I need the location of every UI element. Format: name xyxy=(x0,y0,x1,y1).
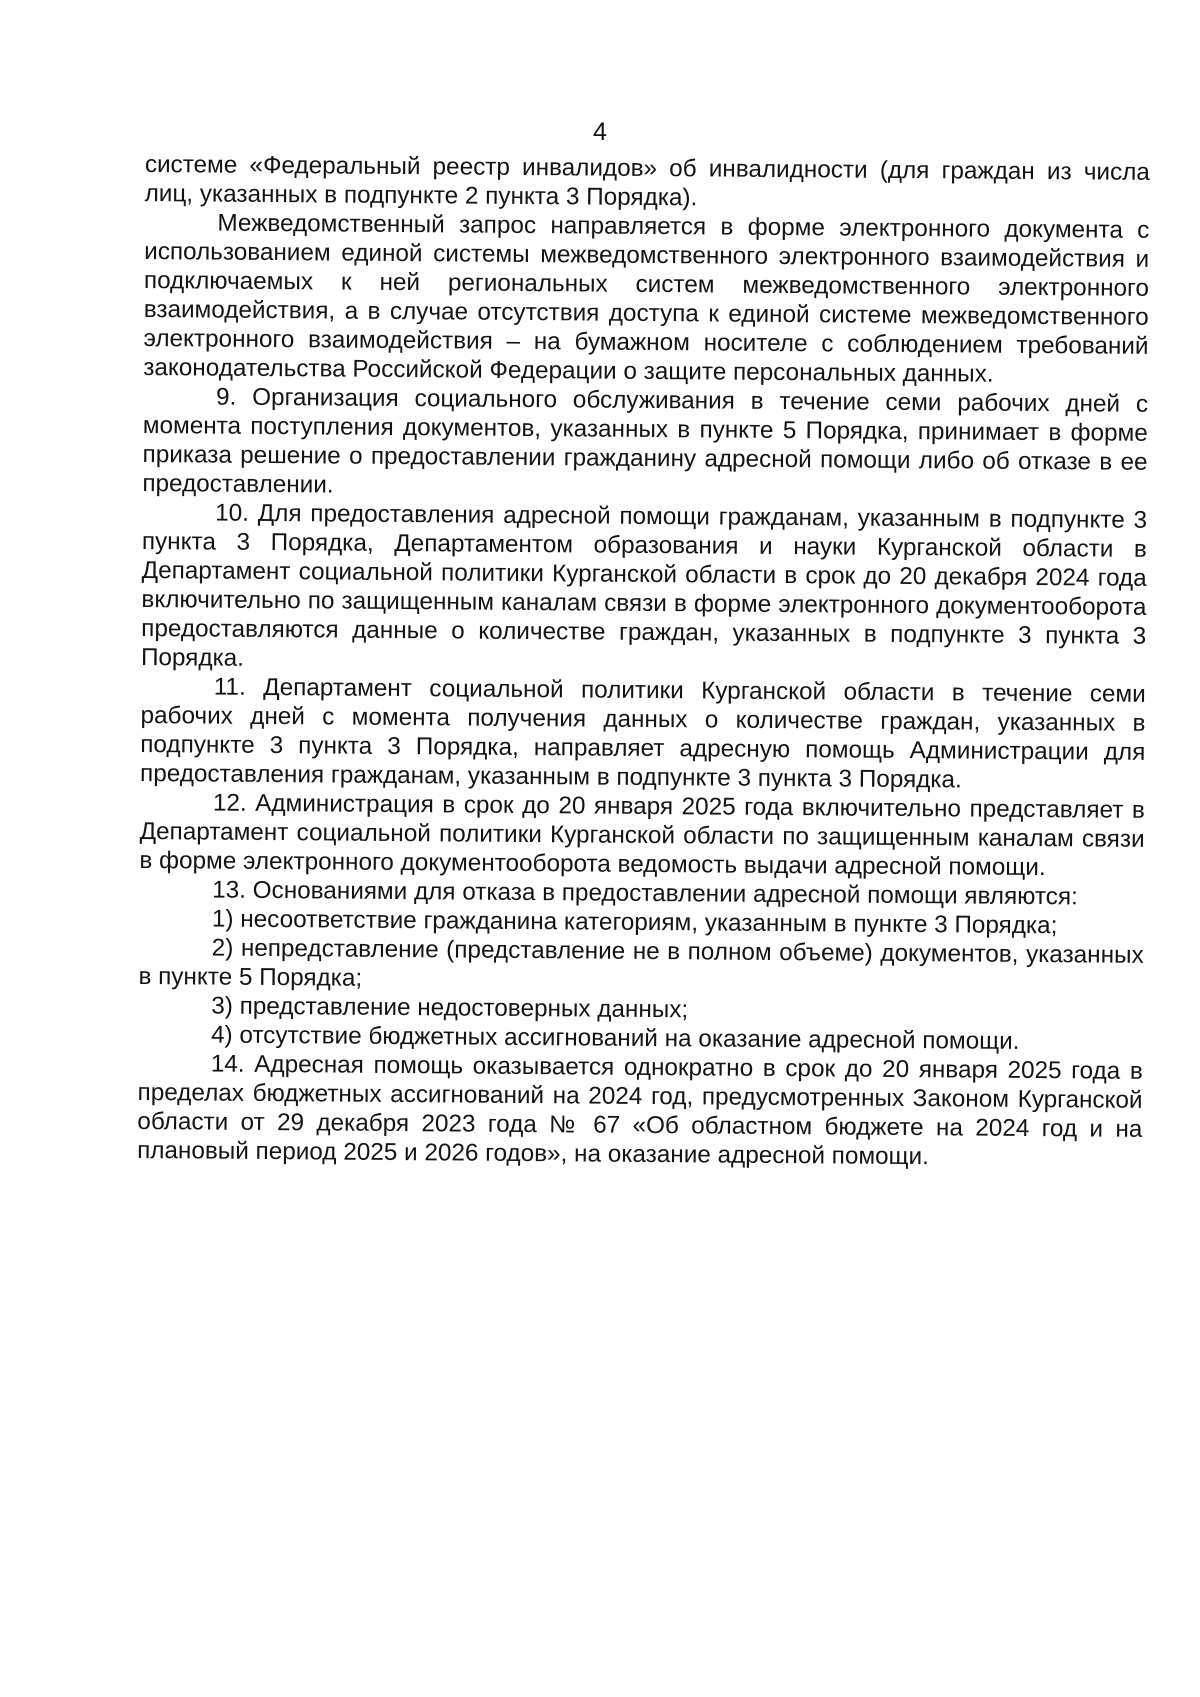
paragraph-item-9: 9. Организация социального обслуживания в течение семи рабочих дней с момента поступления документов, указанных в пункте 5 Порядка, принимает в форме приказа решение о предоставлении гражданину адресной помощи либо об отказе в ее предоставлении. xyxy=(142,383,1149,499)
list-item-4: 4) отсутствие бюджетных ассигнований на оказание адресной помощи. xyxy=(210,1021,1020,1055)
document-body xyxy=(137,150,1150,1173)
list-item-2: 2) непредставление (представление не в полном объеме) документов, указанных в пункте 5 Порядка; xyxy=(138,934,1144,992)
paragraph-interagency-request: Межведомственный запрос направляется в форме электронного документа с использованием единой системы межведомственного электронного взаимодействия и подключаемых к ней региональных систем межведомственного электронного взаимодействия, а в случае отсутствия доступа к единой системе межведомственного электронного взаимодействия – на бумажном носителе с соблюдением требований законодательства Российской Федерации о защите персональных данных. xyxy=(143,209,1150,388)
paragraph-continuation: системе «Федеральный реестр инвалидов» об инвалидности (для граждан из числа лиц, указанных в подпункте 2 пункта 3 Порядка). xyxy=(144,150,1150,212)
paragraph-item-13: 13. Основаниями для отказа в предоставлении адресной помощи являются: xyxy=(212,876,1078,911)
paragraph-item-10: 10. Для предоставления адресной помощи гражданам, указанным в подпункте 3 пункта 3 Порядка, Департаментом образования и науки Курганской области в Департамент социальной политики Курганской области в срок до 20 декабря 2024 года включительно по защищенным каналам связи в форме электронного документооборота предоставляются данные о количестве граждан, указанных в подпункте 3 пункта 3 Порядка. xyxy=(140,499,1148,672)
list-item-1: 1) несоответствие гражданина категориям, указанным в пункте 3 Порядка; xyxy=(211,905,1058,940)
paragraph-item-12: 12. Администрация в срок до 20 января 2025 года включительно представляет в Департамент социальной политики Курганской области по защищенным каналам связи в форме электронного документооборота ведомость выдачи адресной помощи. xyxy=(139,789,1145,882)
paragraph-item-11: 11. Департамент социальной политики Курганской области в течение семи рабочих дней с момента получения данных о количестве граждан, указанных в подпункте 3 пункта 3 Порядка, направляет адресную помощь Администрации для предоставления гражданам, указанным в подпункте 3 пункта 3 Порядка. xyxy=(139,673,1146,794)
list-item-3: 3) представление недостоверных данных; xyxy=(211,992,689,1024)
page-number: 4 xyxy=(593,118,607,146)
paragraph-item-14: 14. Адресная помощь оказывается однократно в срок до 20 января 2025 года в пределах бюджетных ассигнований на 2024 год, предусмотренных Законом Курганской области от 29 декабря 2023 года № 67 «Об областном бюджете на 2024 год и на плановый период 2025 и 2026 годов», на оказание адресной помощи. xyxy=(137,1050,1143,1171)
